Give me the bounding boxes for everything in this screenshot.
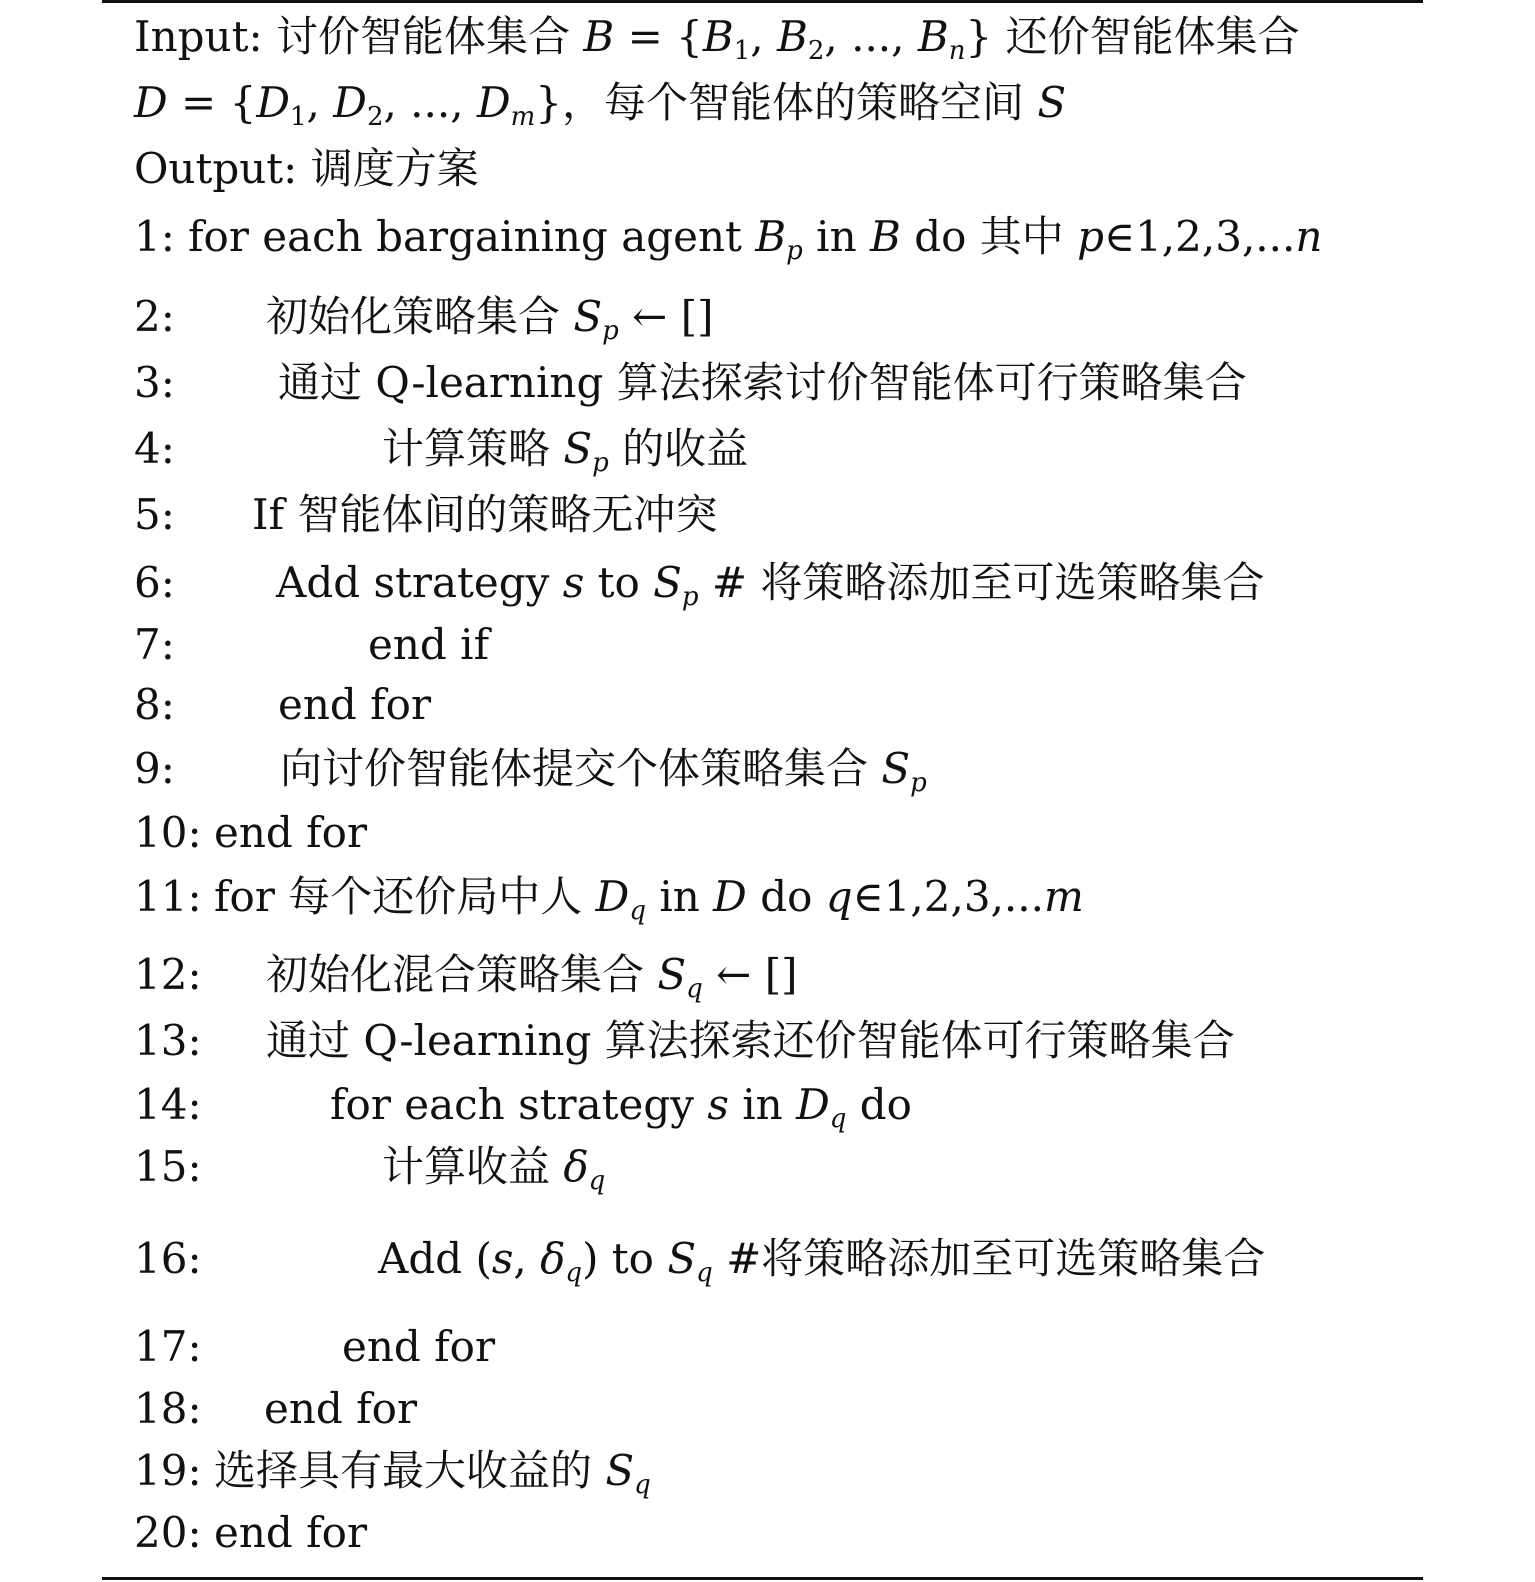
line-text: 计算收益 <box>382 1142 564 1191</box>
line-mid: in <box>728 1080 797 1129</box>
line-cond-end: m <box>1043 872 1084 921</box>
set-b-sub-n: n <box>948 36 966 66</box>
strategy-space-symbol: S <box>1037 78 1067 127</box>
line-var: S <box>881 744 911 793</box>
line-var: δ <box>563 1142 589 1191</box>
line-comment: # 将策略添加至可选策略集合 <box>698 558 1265 607</box>
line-post: ← [] <box>618 292 714 341</box>
line-post: ← [] <box>702 950 798 999</box>
algorithm-block: Input: 讨价智能体集合 $B = \{B_1$, $B_2$, ..., $B_n$} 还价智能体集合 $D = \{D_1$, $D_2$, ..., $D_m$}，每个智能体的策略空间 S Output: 调度方案 1: for each bargaining agent $B_p$ in B do 其中 p∈1,2,3,...n 2: 初始化策略集合 $S_p$ ← [] 3: 通过 Q-learning 算法探索讨价智能体可行策略集合 4: 计算策略 $S_p$ 的收益 5: If 智能体间的策略无冲突 6: Add strategy s to $S_p$ # 将策略添加至可选策略集合 7: end if 8: end for 9: 向讨价智能体提交个体策略集合 $S_p$ 10: end for 11: for 每个还价局中人 $D_q$ in D do q∈1,2,3,...m 12: 初始化混合策略集合 $S_q$ ← [] 13: 通过 Q-learning 算法探索还价智能体可行策略集合 14: for each strategy s in $D_q$ do 15: 计算收益 $\delta_q$ 16: Add (s, $\delta_q$) to $S_q$ #将策略添加至可选策略集合 17: end for 18: end for 19: 选择具有最大收益的 $S_q$ 20: end for <box>0 0 1535 1582</box>
bottom-rule <box>102 1577 1423 1580</box>
line-number: 19: <box>134 1446 202 1495</box>
line-var3: S <box>667 1234 697 1283</box>
set-b-sub-1: 1 <box>733 36 751 66</box>
line-number: 13: <box>134 1016 202 1065</box>
line-text: 计算策略 <box>382 424 564 473</box>
line-comment: #将策略添加至可选策略集合 <box>712 1234 1266 1283</box>
line-var: S <box>605 1446 635 1495</box>
line-var: s <box>562 558 585 607</box>
line-mid: in <box>645 872 714 921</box>
line-text: end for <box>342 1322 496 1371</box>
line-text: 选择具有最大收益的 <box>214 1446 606 1495</box>
set-b-dots: , ..., <box>824 12 905 61</box>
line-mid: , <box>513 1234 541 1283</box>
set-d-sub-1: 1 <box>290 102 307 132</box>
set-d-elem-m: D <box>476 78 511 127</box>
line-sub: q <box>588 1166 606 1196</box>
set-d-close: } <box>535 78 563 127</box>
line-number: 14: <box>134 1080 202 1129</box>
line-number: 8: <box>134 680 175 729</box>
line-cond: ∈1,2,3,... <box>1104 212 1296 261</box>
line-cond: ∈1,2,3,... <box>852 872 1044 921</box>
line-mid2: ) to <box>582 1234 668 1283</box>
line-number: 17: <box>134 1322 202 1371</box>
set-d-dots: , ..., <box>383 78 464 127</box>
input-text-strategy-space: ，每个智能体的策略空间 <box>562 78 1025 127</box>
line-text: end for <box>278 680 432 729</box>
line-number: 7: <box>134 620 175 669</box>
line-mid: to <box>584 558 654 607</box>
line-cond-var: q <box>825 872 853 921</box>
set-d-symbol: D <box>134 78 168 127</box>
line-text: for 每个还价局中人 <box>214 872 596 921</box>
line-number: 10: <box>134 808 202 857</box>
line-post: 的收益 <box>608 424 749 473</box>
output-label: Output: <box>134 144 298 193</box>
line-text: Add strategy <box>276 558 563 607</box>
set-d-sub-2: 2 <box>366 102 384 132</box>
output-text: 调度方案 <box>310 144 479 193</box>
line-text: 通过 Q-learning 算法探索还价智能体可行策略集合 <box>266 1016 1235 1065</box>
line-var2: S <box>653 558 682 607</box>
line-text: end for <box>214 808 368 857</box>
set-b-elem-n: B <box>917 12 949 61</box>
set-b-sub-2: 2 <box>807 36 825 66</box>
line-cond-end: n <box>1295 212 1323 261</box>
line-var: s <box>707 1080 729 1129</box>
line-number: 20: <box>134 1508 202 1557</box>
line-number: 4: <box>134 424 175 473</box>
line-var2: D <box>796 1080 830 1129</box>
line-var2: δ <box>540 1234 566 1283</box>
line-sub: q <box>686 974 703 1004</box>
line-post: do <box>846 1080 912 1129</box>
top-rule <box>102 0 1423 3</box>
line-text: 初始化策略集合 <box>266 292 574 341</box>
set-b-symbol: B <box>583 12 615 61</box>
line-number: 3: <box>134 358 175 407</box>
input-text-bargain-set: 讨价智能体集合 <box>275 12 570 61</box>
set-d-sub-m: m <box>510 102 536 132</box>
input-label: Input: <box>134 12 263 61</box>
line-text: 通过 Q-learning 算法探索讨价智能体可行策略集合 <box>278 358 1247 407</box>
set-b-close: } <box>965 12 993 61</box>
line-text: 向讨价智能体提交个体策略集合 <box>280 744 882 793</box>
line-text: end for <box>264 1384 418 1433</box>
line-number: 9: <box>134 744 175 793</box>
line-sub2: q <box>565 1258 583 1288</box>
set-b-open: = { <box>627 12 703 61</box>
line-number: 1: <box>134 212 175 261</box>
set-d-open: = { <box>181 78 257 127</box>
line-sub2: q <box>829 1104 847 1134</box>
line-text: If 智能体间的策略无冲突 <box>252 490 718 539</box>
set-b-elem-1: B <box>702 12 734 61</box>
line-sub3: q <box>696 1258 713 1288</box>
line-var: D <box>595 872 630 921</box>
line-text: Add ( <box>378 1234 492 1283</box>
line-number: 5: <box>134 490 175 539</box>
line-text: end if <box>368 620 490 669</box>
line-number: 18: <box>134 1384 202 1433</box>
line-var2: B <box>870 212 901 261</box>
line-sub: p <box>786 236 803 266</box>
line-sub: q <box>634 1470 651 1500</box>
set-b-elem-2: B <box>776 12 808 61</box>
input-text-counter-set: 还价智能体集合 <box>1005 12 1300 61</box>
line-var: s <box>491 1234 514 1283</box>
line-number: 12: <box>134 950 202 999</box>
line-number: 15: <box>134 1142 202 1191</box>
line-number: 16: <box>134 1234 202 1283</box>
line-number: 6: <box>134 558 175 607</box>
line-sub: p <box>602 316 619 346</box>
line-cond-var: p <box>1077 212 1104 261</box>
line-var: S <box>563 424 593 473</box>
set-d-elem-1: D <box>256 78 290 127</box>
line-var: B <box>755 212 787 261</box>
line-var: S <box>657 950 687 999</box>
line-text: end for <box>214 1508 368 1557</box>
set-d-elem-2: D <box>333 78 367 127</box>
line-text: for each bargaining agent <box>188 212 756 261</box>
line-text: for each strategy <box>330 1080 708 1129</box>
line-sub: p <box>910 768 927 798</box>
line-sub2: p <box>681 582 699 612</box>
line-number: 2: <box>134 292 175 341</box>
line-post: do 其中 <box>900 212 1078 261</box>
line-mid: in <box>802 212 870 261</box>
line-var2: D <box>713 872 747 921</box>
line-number: 11: <box>134 872 202 921</box>
line-post: do <box>746 872 826 921</box>
line-var: S <box>573 292 603 341</box>
line-sub: p <box>592 448 609 478</box>
line-text: 初始化混合策略集合 <box>266 950 658 999</box>
line-sub: q <box>629 896 646 926</box>
